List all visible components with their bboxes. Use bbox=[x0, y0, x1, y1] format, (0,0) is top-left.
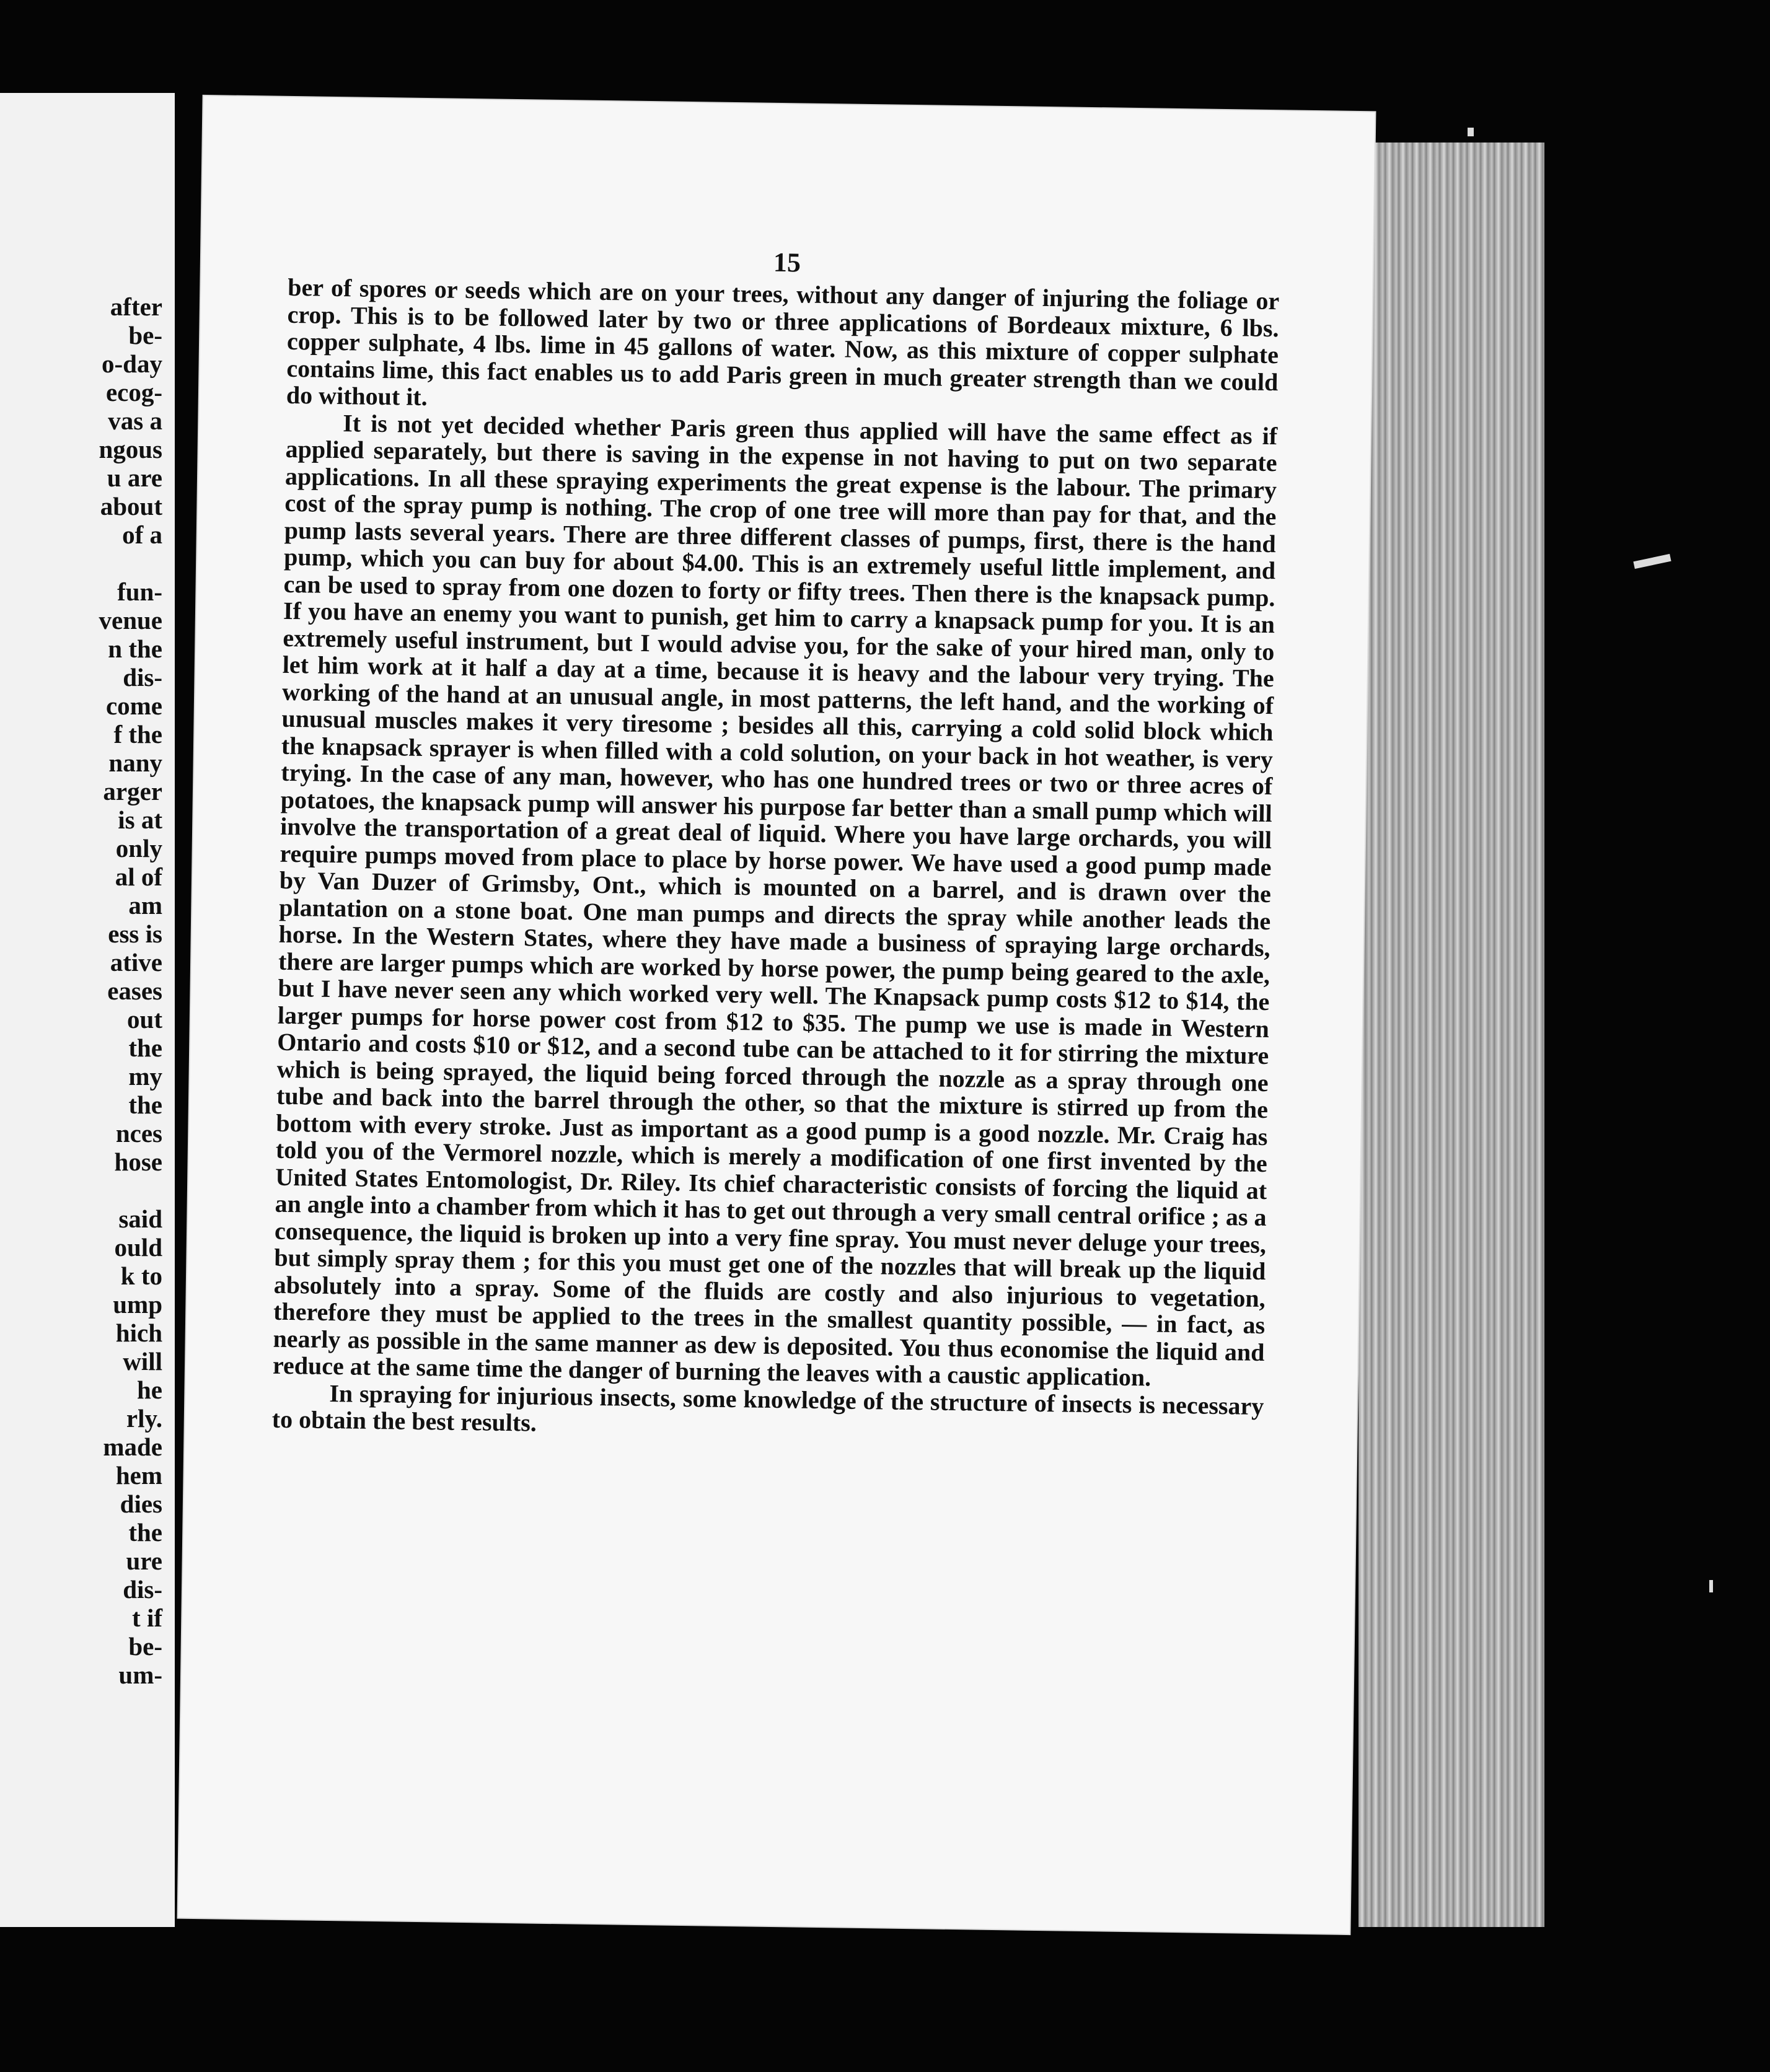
page-body bbox=[272, 274, 1280, 1447]
left-page-fragment: said bbox=[118, 1205, 162, 1233]
left-page-fragment: am bbox=[128, 891, 162, 920]
left-page-fragment: hem bbox=[115, 1461, 162, 1490]
left-page-fragment: vas a bbox=[108, 406, 162, 435]
left-page-fragment bbox=[14, 549, 162, 577]
left-page-fragment: hich bbox=[115, 1319, 162, 1347]
left-page-fragment: dis- bbox=[123, 663, 162, 691]
left-page-fragment: u are bbox=[107, 463, 162, 492]
left-page-fragment: nany bbox=[108, 748, 162, 777]
left-page-fragment: n the bbox=[108, 634, 162, 663]
left-page-fragment: he bbox=[137, 1376, 162, 1404]
left-page-fragment: ative bbox=[110, 948, 162, 977]
left-page-fragment: out bbox=[127, 1005, 162, 1034]
left-page-fragment: come bbox=[105, 691, 162, 720]
paragraph: ber of spores or seeds which are on your trees, without any danger of injuring the foliage or crop. This is to be followed later by two or three applications of Bordeaux mixture, 6 lbs. copper sulphate, 4 lbs. lime in 45 gallons of water. Now, as this mixture of copper sulphate contains lime, this fact enables us to add Paris green in much greater strength than we could do without it. bbox=[286, 273, 1280, 411]
left-page-fragment: nces bbox=[115, 1119, 162, 1148]
left-page-fragment: dis- bbox=[123, 1575, 162, 1604]
scan-speck bbox=[1633, 554, 1671, 569]
left-page-fragment: the bbox=[128, 1091, 162, 1119]
left-page-fragment: made bbox=[103, 1433, 162, 1461]
left-page-text bbox=[14, 292, 162, 1689]
page-edge bbox=[1358, 143, 1544, 1927]
left-page-fragment: k to bbox=[120, 1262, 162, 1290]
left-page-fragment: rly. bbox=[126, 1404, 162, 1433]
left-page-fragment: o-day bbox=[102, 349, 162, 378]
left-page-fragment: dies bbox=[120, 1490, 162, 1518]
left-page-fragment: ngous bbox=[99, 435, 162, 463]
left-page-fragment: my bbox=[128, 1062, 162, 1091]
left-page-fragment: after bbox=[110, 292, 162, 321]
left-page-fragment: arger bbox=[103, 777, 162, 806]
paragraph: In spraying for injurious insects, some knowledge of the structure of insects is necessary to obtain the best results. bbox=[271, 1379, 1264, 1437]
left-page-fragment: be- bbox=[128, 321, 162, 349]
left-page-fragment: ecog- bbox=[105, 378, 162, 406]
left-page-fragment: ure bbox=[126, 1547, 162, 1575]
left-page-fragment: of a bbox=[122, 520, 162, 549]
left-page-fragment: ump bbox=[113, 1290, 162, 1319]
left-page-fragment: ould bbox=[114, 1233, 162, 1262]
left-page-fragment: f the bbox=[113, 720, 162, 748]
left-page-fragment bbox=[14, 1176, 162, 1205]
page-number: 15 bbox=[773, 247, 801, 278]
left-page-fragment: al of bbox=[115, 863, 162, 891]
left-page-fragment: ess is bbox=[108, 920, 162, 948]
left-page-fragment: fun- bbox=[117, 577, 162, 606]
left-page-fragment: t if bbox=[132, 1604, 162, 1632]
left-page-fragment: hose bbox=[114, 1148, 162, 1176]
left-page-fragment: the bbox=[128, 1518, 162, 1547]
left-page-fragment: is at bbox=[118, 806, 162, 834]
left-page-fragment: um- bbox=[118, 1661, 162, 1689]
left-page-fragment: venue bbox=[99, 606, 162, 634]
left-page-fragment: about bbox=[100, 492, 162, 520]
left-page-fragment: only bbox=[115, 834, 162, 863]
document-page bbox=[178, 96, 1375, 1934]
scan-speck bbox=[1468, 128, 1474, 136]
left-page-fragment: be- bbox=[128, 1632, 162, 1661]
left-page-fragment: eases bbox=[107, 977, 162, 1005]
left-page-fragment: the bbox=[128, 1034, 162, 1062]
left-page-fragment: will bbox=[123, 1347, 162, 1376]
paragraph: It is not yet decided whether Paris green thus applied will have the same effect as if applied separately, but there is saving in the expense in not having to put on two separate applications. In all these spraying experiments the great expense is the labour. The primary cost of the spray pump is nothing. The crop of one tree will more than pay for that, and the pump lasts several years. There are three different classes of pumps, first, there is the hand pump, which you can buy for about $4.00. This is an extremely useful little implement, and can be used to spray from one dozen to forty or fifty trees. Then there is the knapsack pump. If you have an enemy you want to punish, get him to carry a knapsack pump for you. It is an extremely useful instrument, but I would advise you, for the sake of your hired man, only to let him work at it half a day at a time, because it is heavy and the labour very trying. The working of the hand at an unusual angle, in most patterns, the left hand, and the working of unusual muscles makes it very tiresome ; besides all this, carrying a cold solid block which the knapsack sprayer is when filled with a cold solution, on your back in hot weather, is very trying. In the case of any man, however, who has one hundred trees or two or three acres of potatoes, the knapsack pump will answer his purpose far better than a small pump which will involve the transportation of a great deal of liquid. Where you have large orchards, you will require pumps moved from place to place by horse power. We have used a good pump made by Van Duzer of Grimsby, Ont., which is mounted on a barrel, and is drawn over the plantation on a stone boat. One man pumps and directs the spray while another leads the horse. In the Western States, where they have made a business of spraying large orchards, there are larger pumps which are worked by horse power, the pump being geared to the axle, but I have never seen any which worked very well. The Knapsack pump costs $12 to $14, the larger pumps for horse power cost from $12 to $35. The pump we use is made in Western Ontario and costs $10 or $12, and a second tube can be attached to it for stirring the mixture which is being sprayed, the liquid being forced through the nozzle as a spray through one tube and back into the barrel through the other, so that the mixture is stirred up from the bottom with every stroke. Just as important as a good pump is a good nozzle. Mr. Craig has told you of the Vermorel nozzle, which is merely a modification of one first invented by the United States Entomologist, Dr. Riley. Its chief characteristic consists of forcing the liquid at an angle into a chamber from which it has to get out through a very small central orifice ; as a consequence, the liquid is broken up into a very fine spray. You must never deluge your trees, but simply spray them ; for this you must get one of the nozzles that will break up the liquid absolutely into a spray. Some of the fluids are costly and also injurious to vegetation, therefore they must be applied to the trees in the smallest quantity possible, — in fact, as nearly as possible in the same manner as dew is deposited. You thus economise the liquid and reduce at the same time the danger of burning the leaves with a caustic application. bbox=[272, 408, 1278, 1392]
left-page bbox=[0, 93, 175, 1927]
scan-speck bbox=[1709, 1580, 1713, 1592]
